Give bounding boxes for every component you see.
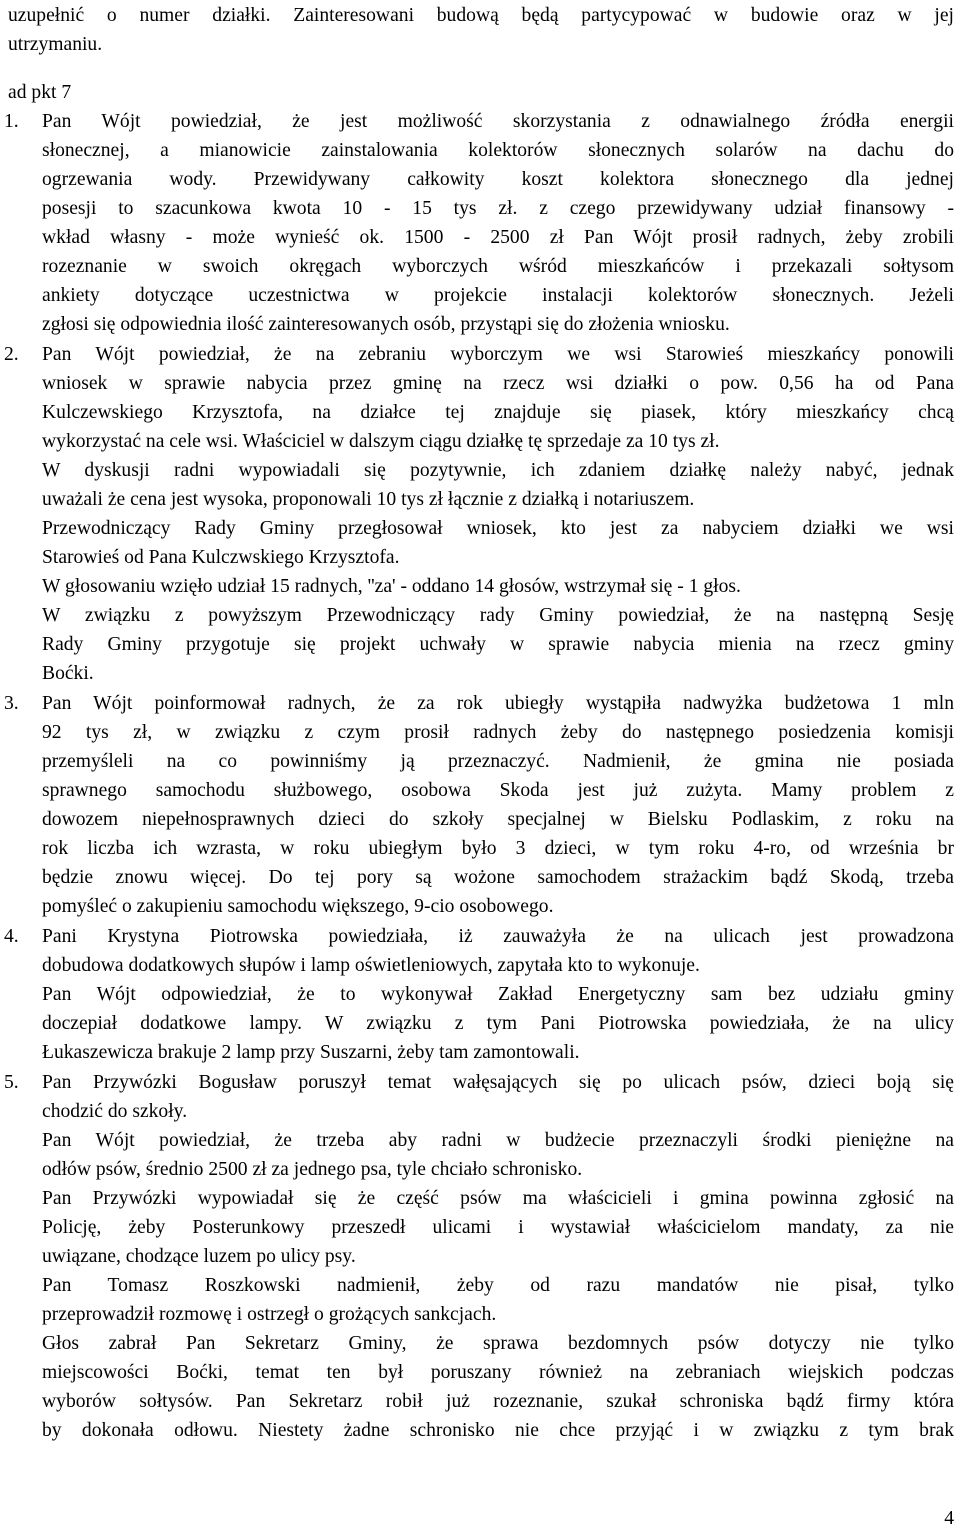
text-line: Rady Gminy przygotuje się projekt uchwały w sprawie nabycia mienia na rzecz gminy <box>42 634 954 655</box>
list-item-number: 4. <box>4 926 19 947</box>
text-line: miejscowości Boćki, temat ten był poruszany również na zebraniach wiejskich podczas <box>42 1362 954 1383</box>
text-line: Pan Wójt powiedział, że na zebraniu wyborczym we wsi Starowieś mieszkańcy ponowili <box>42 344 954 365</box>
text-line: Pan Wójt odpowiedział, że to wykonywał Zakład Energetyczny sam bez udziału gminy <box>42 984 954 1005</box>
text-line: ankiety dotyczące uczestnictwa w projekcie instalacji kolektorów słonecznych. Jeżeli <box>42 285 954 306</box>
text-line: dowozem niepełnosprawnych dzieci do szkoły specjalnej w Bielsku Podlaskim, z roku na <box>42 809 954 830</box>
text-line: wyborów sołtysów. Pan Sekretarz robił już rozeznanie, szukał schroniska bądź firmy która <box>42 1391 954 1412</box>
text-line: 92 tys zł, w związku z czym prosił radnych żeby do następnego posiedzenia komisji <box>42 722 954 743</box>
text-line: pomyśleć o zakupieniu samochodu większego, 9-cio osobowego. <box>42 896 554 917</box>
list-item-number: 2. <box>4 344 19 365</box>
list-item-2 <box>0 340 960 688</box>
list-item-1 <box>0 107 960 339</box>
text-line: uzupełnić o numer działki. Zainteresowani budową będą partycypować w budowie oraz w jej <box>8 5 954 26</box>
text-line: posesji to szacunkowa kwota 10 - 15 tys zł. z czego przewidywany udział finansowy - <box>42 198 954 219</box>
text-line: przemyśleli na co powinniśmy ją przeznaczyć. Nadmienił, że gmina nie posiada <box>42 751 954 772</box>
text-line: Pan Wójt poinformował radnych, że za rok ubiegły wystąpiła nadwyżka budżetowa 1 mln <box>42 693 954 714</box>
text-line: Kulczewskiego Krzysztofa, na działce tej znajduje się piasek, który mieszkańcy chcą <box>42 402 954 423</box>
list-item-number: 1. <box>4 111 19 132</box>
text-line: rok liczba ich wzrasta, w roku ubiegłym było 3 dzieci, w tym roku 4-ro, od września br <box>42 838 954 859</box>
text-line: ogrzewania wody. Przewidywany całkowity koszt kolektora słonecznego dla jednej <box>42 169 954 190</box>
text-line: wykorzystać na cele wsi. Właściciel w dalszym ciągu działkę tę sprzedaje za 10 tys zł. <box>42 431 720 452</box>
intro-paragraph <box>0 1 960 59</box>
list-item-number: 5. <box>4 1072 19 1093</box>
text-line: Pan Wójt powiedział, że trzeba aby radni w budżecie przeznaczyli środki pieniężne na <box>42 1130 954 1151</box>
text-line: uwiązane, chodzące luzem po ulicy psy. <box>42 1246 356 1267</box>
list-item-4 <box>0 922 960 1067</box>
text-line: Pani Krystyna Piotrowska powiedziała, iż zauważyła że na ulicach jest prowadzona <box>42 926 954 947</box>
list-item-5 <box>0 1068 960 1445</box>
text-line: wkład własny - może wynieść ok. 1500 - 2500 zł Pan Wójt prosił radnych, żeby zrobili <box>42 227 954 248</box>
text-line: uważali że cena jest wysoka, proponowali 10 tys zł łącznie z działką i notariuszem. <box>42 489 695 510</box>
text-line: zgłosi się odpowiednia ilość zainteresowanych osób, przystąpi się do złożenia wniosku. <box>42 314 730 335</box>
section-heading-block <box>0 78 960 107</box>
text-line: dobudowa dodatkowych słupów i lamp oświetleniowych, zapytała kto to wykonuje. <box>42 955 700 976</box>
text-line: W dyskusji radni wypowiadali się pozytywnie, ich zdaniem działkę należy nabyć, jednak <box>42 460 954 481</box>
text-line: Pan Tomasz Roszkowski nadmienił, żeby od razu mandatów nie pisał, tylko <box>42 1275 954 1296</box>
text-line: wniosek w sprawie nabycia przez gminę na rzecz wsi działki o pow. 0,56 ha od Pana <box>42 373 954 394</box>
text-line: sprawnego samochodu służbowego, osobowa Skoda jest już zużyta. Mamy problem z <box>42 780 954 801</box>
text-line: Przewodniczący Rady Gminy przegłosował wniosek, kto jest za nabyciem działki we wsi <box>42 518 954 539</box>
text-line: Pan Przywózki Bogusław poruszył temat wałęsających się po ulicach psów, dzieci boją się <box>42 1072 954 1093</box>
text-line: by dokonała odłowu. Niestety żadne schronisko nie chce przyjąć i w związku z tym brak <box>42 1420 954 1441</box>
text-line: będzie znowu więcej. Do tej pory są wożone samochodem strażackim bądź Skodą, trzeba <box>42 867 954 888</box>
text-line: W związku z powyższym Przewodniczący rady Gminy powiedział, że na następną Sesję <box>42 605 954 626</box>
text-line: Boćki. <box>42 663 94 684</box>
text-line: Pan Wójt powiedział, że jest możliwość skorzystania z odnawialnego źródła energii <box>42 111 954 132</box>
text-line: utrzymaniu. <box>8 34 103 55</box>
text-line: słonecznej, a mianowicie zainstalowania kolektorów słonecznych solarów na dachu do <box>42 140 954 161</box>
text-line: chodzić do szkoły. <box>42 1101 188 1122</box>
section-heading: ad pkt 7 <box>8 82 72 103</box>
text-line: Głos zabrał Pan Sekretarz Gminy, że sprawa bezdomnych psów dotyczy nie tylko <box>42 1333 954 1354</box>
list-item-number: 3. <box>4 693 19 714</box>
list-item-3 <box>0 689 960 921</box>
text-line: doczepiał dodatkowe lampy. W związku z tym Pani Piotrowska powiedziała, że na ulicy <box>42 1013 954 1034</box>
text-line: przeprowadził rozmowę i ostrzegł o grożących sankcjach. <box>42 1304 497 1325</box>
text-line: Policję, żeby Posterunkowy przeszedł ulicami i wystawiał właścicielom mandaty, za nie <box>42 1217 954 1238</box>
text-line: Pan Przywózki wypowiadał się że część psów ma właścicieli i gmina powinna zgłosić na <box>42 1188 954 1209</box>
page-number: 4 <box>944 1508 954 1529</box>
text-line: odłów psów, średnio 2500 zł za jednego psa, tyle chciało schronisko. <box>42 1159 583 1180</box>
text-line: Łukaszewicza brakuje 2 lamp przy Suszarni, żeby tam zamontowali. <box>42 1042 580 1063</box>
text-line: Starowieś od Pana Kulczwskiego Krzysztofa. <box>42 547 400 568</box>
text-line: W głosowaniu wzięło udział 15 radnych, ''za' - oddano 14 głosów, wstrzymał się - 1 głos. <box>42 576 741 597</box>
text-line: rozeznanie w swoich okręgach wyborczych wśród mieszkańców i przekazali sołtysom <box>42 256 954 277</box>
